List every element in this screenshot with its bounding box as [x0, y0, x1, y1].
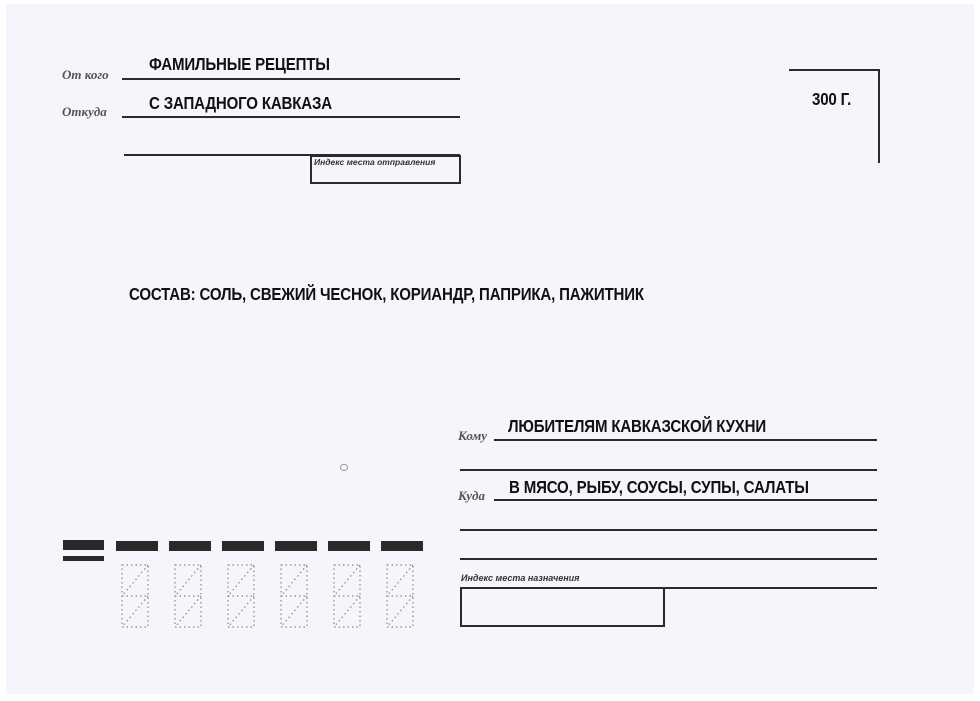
to-value: ЛЮБИТЕЛЯМ КАВКАЗСКОЙ КУХНИ [508, 416, 767, 436]
dest-underline [494, 499, 877, 501]
postcode-digit-6 [385, 563, 415, 629]
postcode-digit-4 [279, 563, 309, 629]
where-value: С ЗАПАДНОГО КАВКАЗА [149, 93, 332, 113]
postcode-bar-1 [116, 541, 158, 551]
postcode-bar-6 [381, 541, 423, 551]
postcode-bar-2 [169, 541, 211, 551]
from-underline [122, 78, 460, 80]
postcode-digit-1 [120, 563, 150, 629]
postcode-start-bar-thin [63, 556, 104, 561]
recipient-index-box [460, 587, 665, 627]
postcode-bar-3 [222, 541, 264, 551]
postcode-bar-4 [275, 541, 317, 551]
dest-label: Куда [458, 488, 485, 503]
composition-text: СОСТАВ: СОЛЬ, СВЕЖИЙ ЧЕСНОК, КОРИАНДР, ПАПРИКА, ПАЖИТНИК [129, 284, 644, 304]
stamp-corner-right [878, 69, 880, 163]
postcode-digit-2 [173, 563, 203, 629]
to-label: Кому [458, 428, 488, 443]
sender-index-box [310, 155, 461, 184]
dest-line-3 [460, 558, 877, 560]
postcode-digit-3 [226, 563, 256, 629]
dest-line-2 [460, 529, 877, 531]
recipient-index-label: Индекс места назначения [461, 573, 580, 583]
postcode-bar-5 [328, 541, 370, 551]
to-line-2 [460, 469, 877, 471]
dest-value: В МЯСО, РЫБУ, СОУСЫ, СУПЫ, САЛАТЫ [509, 477, 809, 497]
postcode-digit-5 [332, 563, 362, 629]
to-underline [494, 439, 877, 441]
small-mark [340, 464, 348, 471]
stamp-corner-top [789, 69, 880, 71]
where-underline [122, 116, 460, 118]
envelope [6, 4, 974, 694]
weight-value: 300 Г. [812, 89, 852, 109]
where-label: Откуда [62, 104, 107, 119]
from-value: ФАМИЛЬНЫЕ РЕЦЕПТЫ [149, 54, 330, 74]
from-label: От кого [62, 67, 109, 82]
postcode-start-bar [63, 540, 104, 550]
sender-index-label: Индекс места отправления [314, 157, 436, 167]
